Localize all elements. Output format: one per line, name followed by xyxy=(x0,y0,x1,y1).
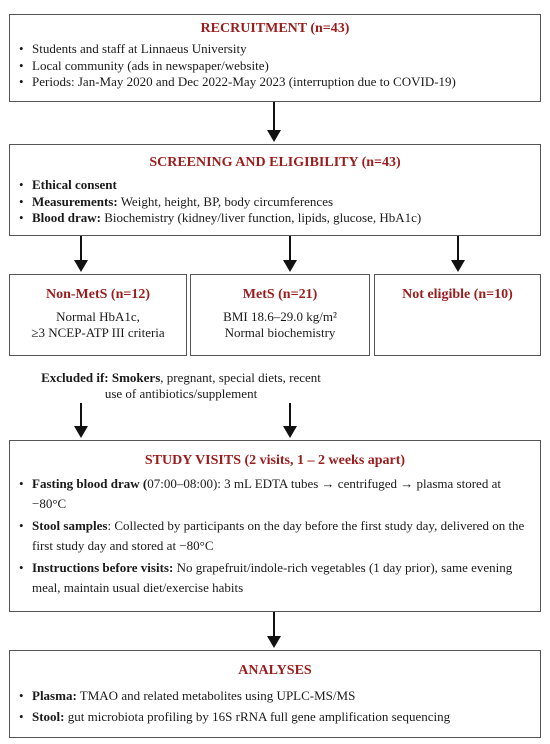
analyses-item: • Plasma: TMAO and related metabolites using UPLC-MS/MS xyxy=(18,687,532,705)
study-visits-box xyxy=(9,440,541,612)
recruitment-title: RECRUITMENT (n=43) xyxy=(200,21,350,36)
screening-item: • Blood draw: Biochemistry (kidney/liver function, lipids, glucose, HbA1c) xyxy=(18,210,532,227)
non-mets-box xyxy=(9,274,187,356)
study-visits-item: • Fasting blood draw (07:00–08:00): 3 mL EDTA tubes → centrifuged → plasma stored at −80°C xyxy=(18,474,532,514)
non-mets-line1: Normal HbA1c, xyxy=(56,309,140,324)
mets-line1: BMI 18.6–29.0 kg/m² xyxy=(223,309,337,324)
arrow-down xyxy=(273,102,275,140)
study-visits-title: STUDY VISITS (2 visits, 1 – 2 weeks apart) xyxy=(144,453,406,468)
screening-item: • Ethical consent xyxy=(18,177,532,194)
recruitment-item: • Periods: Jan-May 2020 and Dec 2022-May 2023 (interruption due to COVID-19) xyxy=(18,74,532,91)
screening-item: • Measurements: Weight, height, BP, body circumferences xyxy=(18,194,532,211)
analyses-title: ANALYSES xyxy=(238,663,312,678)
arrow-down xyxy=(289,236,291,270)
arrow-down xyxy=(80,403,82,436)
arrow-down xyxy=(273,612,275,646)
study-visits-item: • Stool samples: Collected by participants on the day before the first study day, delivered on the first study day and stored at −80°C xyxy=(18,516,532,556)
recruitment-item: • Students and staff at Linnaeus University xyxy=(18,41,532,58)
non-mets-title: Non-MetS (n=12) xyxy=(45,287,151,302)
screening-box xyxy=(9,144,541,236)
not-eligible-box xyxy=(374,274,541,356)
arrow-down xyxy=(457,236,459,270)
analyses-box xyxy=(9,650,541,738)
non-mets-line2: ≥3 NCEP-ATP III criteria xyxy=(31,325,165,340)
recruitment-box xyxy=(9,14,541,102)
exclusion-note: Excluded if: Smokers, pregnant, special diets, recent use of antibiotics/supplement xyxy=(41,370,321,401)
recruitment-item: • Local community (ads in newspaper/website) xyxy=(18,58,532,75)
study-visits-item: • Instructions before visits: No grapefruit/indole-rich vegetables (1 day prior), same evening meal, maintain usual diet/exercise habits xyxy=(18,558,532,598)
arrow-down xyxy=(80,236,82,270)
mets-box xyxy=(190,274,370,356)
not-eligible-title: Not eligible (n=10) xyxy=(402,287,513,302)
arrow-down xyxy=(289,403,291,436)
screening-title: SCREENING AND ELIGIBILITY (n=43) xyxy=(149,155,401,170)
mets-title: MetS (n=21) xyxy=(242,287,318,302)
analyses-item: • Stool: gut microbiota profiling by 16S rRNA full gene amplification sequencing xyxy=(18,708,532,726)
mets-line2: Normal biochemistry xyxy=(224,325,336,340)
